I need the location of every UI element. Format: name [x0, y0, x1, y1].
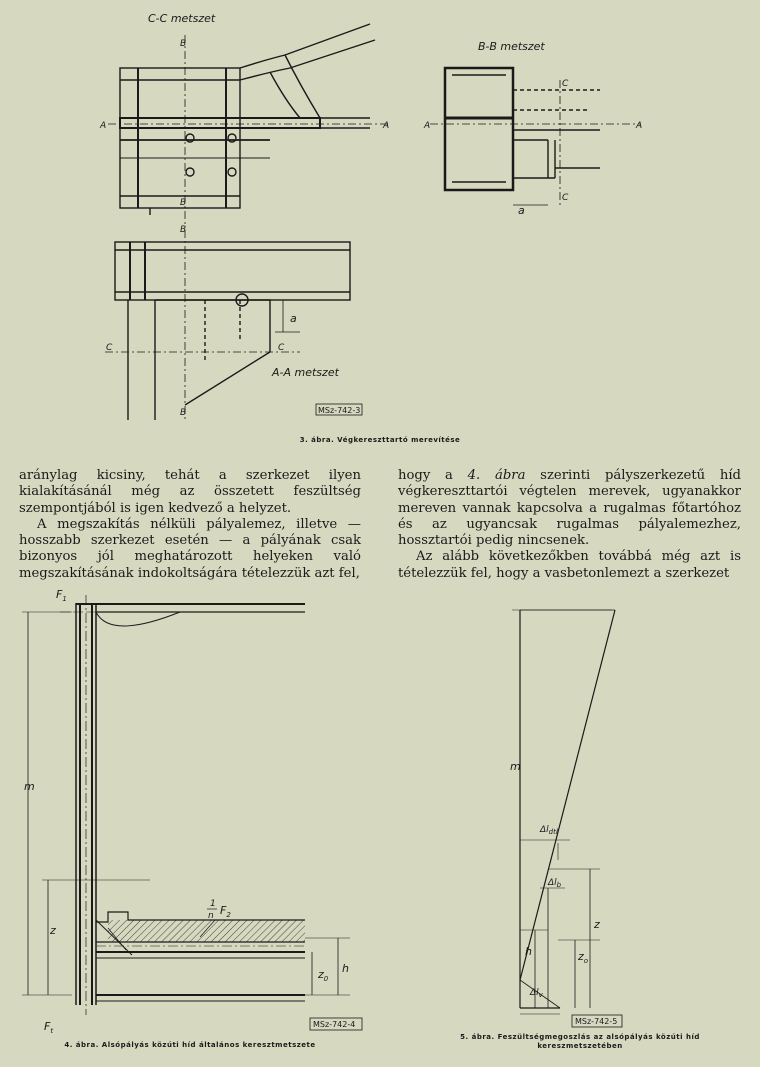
fig4-f1: $F_1$	[56, 588, 67, 603]
fig5-z: z	[594, 918, 600, 931]
fig3-sect-c-left: C	[106, 343, 113, 353]
fig4-z0: $z_0$	[318, 968, 329, 983]
fig5-tag: MSz-742-5	[575, 1017, 618, 1026]
fig4-h: h	[342, 962, 349, 975]
fig3-sect-a-left2: A	[424, 121, 431, 131]
fig5-dl-v: $\Delta l_v$	[530, 988, 543, 999]
fig5-dl-dt: $\Delta l_{dtl}$	[540, 825, 558, 836]
fig3-bb-label: B-B metszet	[478, 40, 545, 53]
fig4-caption: 4. ábra. Alsópályás közúti híd általános keresztmetszete	[64, 1041, 316, 1049]
figure-ref: 4. ábra	[467, 468, 526, 483]
fig3-sect-c-top: C	[562, 79, 569, 89]
fig3-sect-b-top: B	[180, 39, 187, 49]
fig3-sect-a-right: A	[383, 121, 390, 131]
right-paragraph-2: Az alább következőkben továbbá még azt is tételezzük fel, hogy a vasbetonlemezt a szerkezet	[398, 549, 741, 581]
fig5-dl-b: $\Delta l_b$	[548, 878, 562, 889]
fig3-cc-label: C-C metszet	[148, 12, 216, 25]
fig5-m: m	[510, 760, 521, 773]
fig3-sect-b-mid2: B	[180, 225, 187, 235]
fig4-frac-den: n	[208, 911, 214, 921]
fig5-h: h	[525, 945, 532, 958]
fig3-sect-c-right: C	[278, 343, 285, 353]
fig5-z0: $z_o$	[578, 950, 589, 965]
fig4-z: z	[50, 924, 56, 937]
fig3-dim-a-right: a	[518, 204, 525, 217]
fig3-sect-b-mid: B	[180, 198, 187, 208]
left-paragraph-2: A megszakítás nélküli pályalemez, illetve — hosszabb szerkezet esetén — a pályának csak bizonyos jól meghatározott helyeken való megszakításának indokoltságára tételezzük azt fel,	[19, 516, 361, 581]
left-paragraph-1: aránylag kicsiny, tehát a szerkezet ilyen kialakításánál még az összetett feszültség szempontjából is igen kedvező a helyzet.	[19, 468, 361, 516]
fig4-f2: $F_2$	[220, 904, 231, 919]
fig3-aa-label: A-A metszet	[272, 366, 339, 379]
fig3-sect-a-right2: A	[636, 121, 643, 131]
fig4-fbottom: $F_t$	[44, 1020, 54, 1035]
fig5-caption	[425, 1033, 735, 1051]
fig3-sect-a-left: A	[100, 121, 107, 131]
fig3-caption: 3. ábra. Végkereszttartó merevítése	[299, 436, 461, 444]
fig4-frac-num: 1	[210, 899, 216, 909]
right-paragraph-1: hogy a 4. ábra szerinti pályszerkezetű híd végkereszttartói végtelen merevek, ugyanakkor mereven vannak kapcsolva a rugalmas főtartóhoz és az ugyancsak rugalmas pályalemezhez, hossztartói pedig nincsenek.	[398, 468, 741, 549]
fig3-tag: MSz-742-3	[318, 406, 361, 415]
fig5-caption-line2: kereszmetszetében	[537, 1041, 623, 1050]
fig5-caption-line1: 5. ábra. Feszültségmegoszlás az alsópályás közúti híd	[460, 1033, 700, 1041]
fig3-sect-c-bottom: C	[562, 193, 569, 203]
fig3-dim-a-left: a	[290, 312, 297, 325]
fig4-tag: MSz-742-4	[313, 1020, 356, 1029]
fig3-sect-b-bottom: B	[180, 408, 187, 418]
fig4-m: m	[24, 780, 35, 793]
